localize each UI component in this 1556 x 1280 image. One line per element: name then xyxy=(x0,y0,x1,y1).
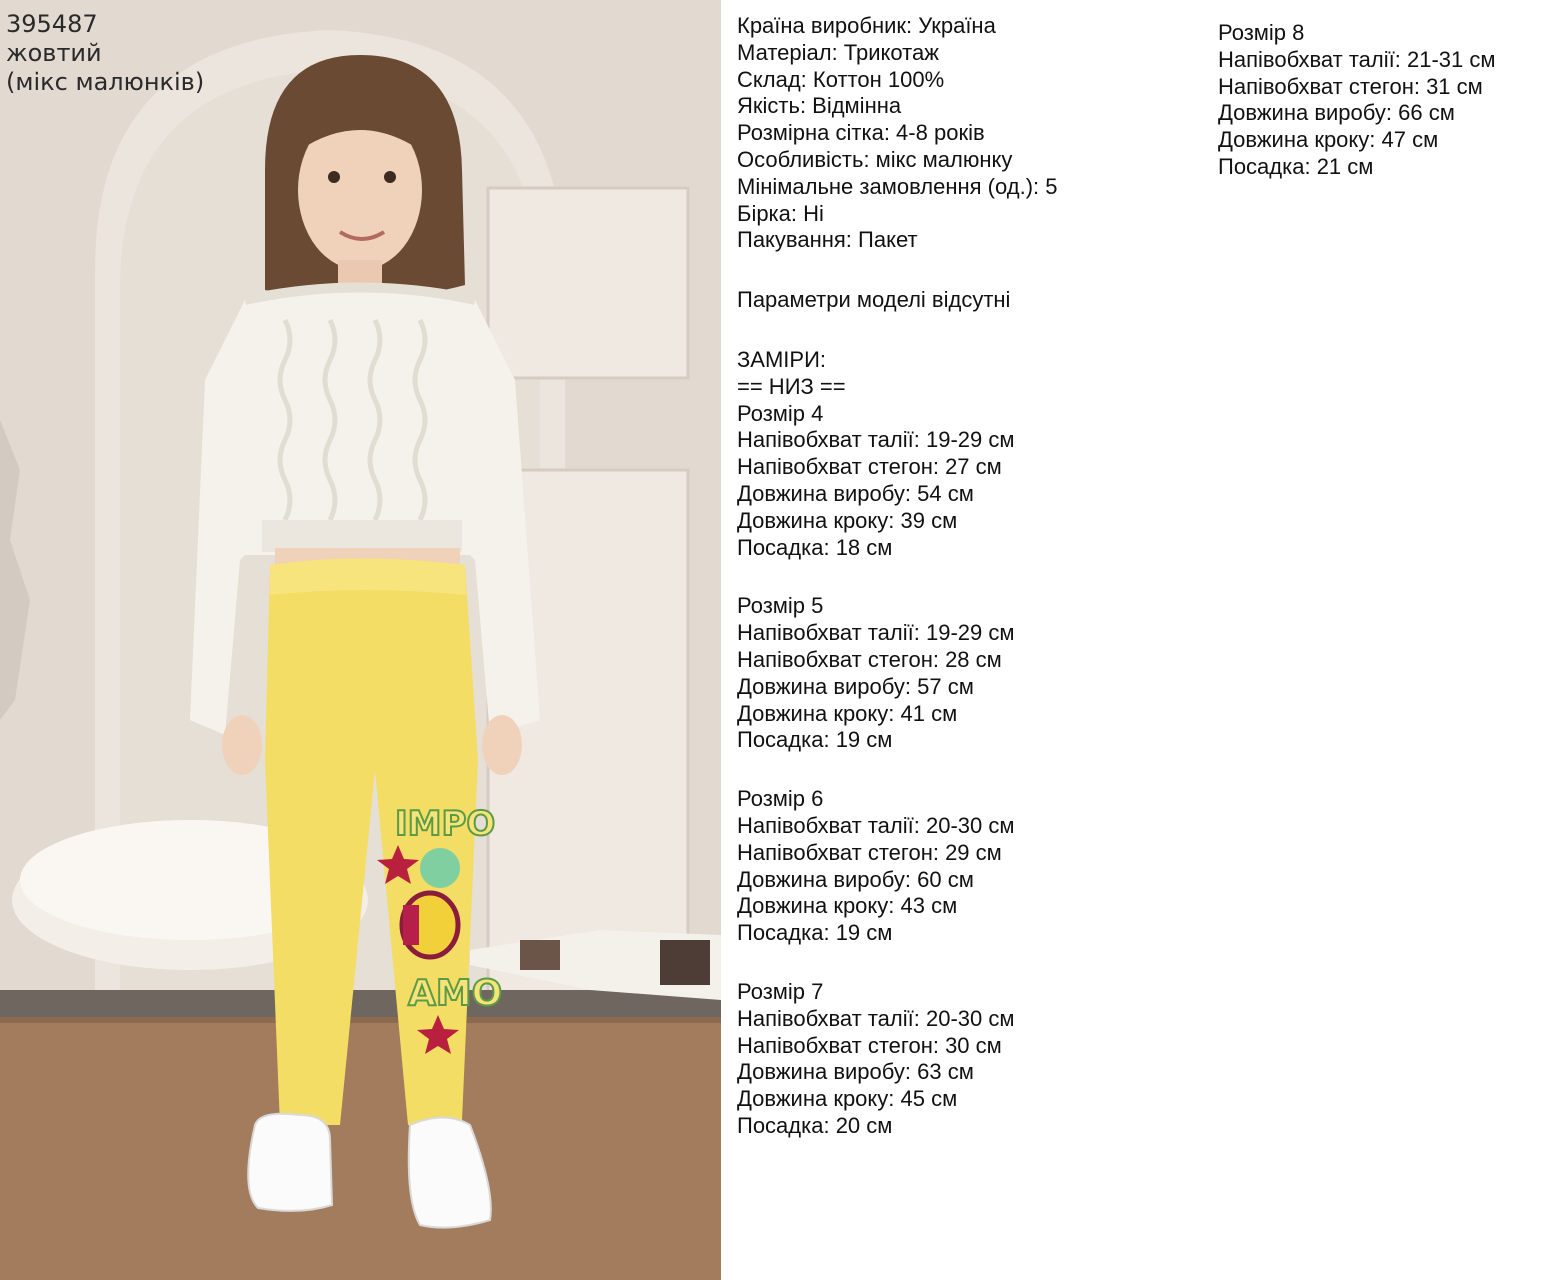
size-block-5 xyxy=(737,593,1197,754)
size-hips: Напівобхват стегон: 30 см xyxy=(737,1032,1002,1058)
size-rise: Посадка: 19 см xyxy=(737,727,893,753)
size-waist: Напівобхват талії: 19-29 см xyxy=(737,427,1015,453)
spec-feature: Особливість: мікс малюнку xyxy=(737,146,1013,172)
measurements-title: ЗАМІРИ: xyxy=(737,346,826,372)
size-waist: Напівобхват талії: 20-30 см xyxy=(737,1005,1015,1031)
size-title: Розмір 8 xyxy=(1218,20,1305,45)
size-title: Розмір 7 xyxy=(737,978,824,1004)
size-block-6 xyxy=(737,786,1197,947)
size-length: Довжина виробу: 63 см xyxy=(737,1059,974,1085)
size-inseam: Довжина кроку: 39 см xyxy=(737,507,958,533)
size-inseam: Довжина кроку: 43 см xyxy=(737,893,958,919)
color-name: жовтий xyxy=(6,39,102,67)
size-waist: Напівобхват талії: 21-31 см xyxy=(1218,46,1496,72)
size-waist: Напівобхват талії: 20-30 см xyxy=(737,812,1015,838)
size-rise: Посадка: 21 см xyxy=(1218,153,1374,179)
spec-size-range: Розмірна сітка: 4-8 років xyxy=(737,120,985,146)
size-hips: Напівобхват стегон: 29 см xyxy=(737,839,1002,865)
size-length: Довжина виробу: 57 см xyxy=(737,673,974,699)
spec-composition: Склад: Коттон 100% xyxy=(737,66,945,92)
size-length: Довжина виробу: 66 см xyxy=(1218,100,1455,126)
size-rise: Посадка: 19 см xyxy=(737,920,893,946)
size-rise: Посадка: 20 см xyxy=(737,1112,893,1138)
spec-material: Матеріал: Трикотаж xyxy=(737,39,939,65)
spec-country: Країна виробник: Україна xyxy=(737,13,996,38)
size-hips: Напівобхват стегон: 28 см xyxy=(737,646,1002,672)
spec-tag: Бірка: Ні xyxy=(737,200,824,226)
size-title: Розмір 6 xyxy=(737,786,824,812)
specs-column-left xyxy=(737,13,1197,1140)
size-rise: Посадка: 18 см xyxy=(737,534,893,560)
size-waist: Напівобхват талії: 19-29 см xyxy=(737,620,1015,646)
size-hips: Напівобхват стегон: 27 см xyxy=(737,454,1002,480)
specs-column-right xyxy=(1218,20,1548,181)
print-note: (мікс малюнків) xyxy=(6,68,205,96)
size-block-8 xyxy=(1218,20,1548,181)
print-text-top: IMPO xyxy=(395,804,496,844)
section-label: == НИЗ == xyxy=(737,373,846,399)
product-caption xyxy=(6,10,204,97)
article-number: 395487 xyxy=(6,10,98,38)
spec-packaging: Пакування: Пакет xyxy=(737,227,918,253)
spec-quality: Якість: Відмінна xyxy=(737,93,902,119)
size-inseam: Довжина кроку: 41 см xyxy=(737,700,958,726)
print-text-bottom: AMO xyxy=(408,973,503,1014)
spec-min-order: Мінімальне замовлення (од.): 5 xyxy=(737,173,1058,199)
size-title: Розмір 5 xyxy=(737,593,824,619)
photo-illustration xyxy=(0,0,721,1280)
product-photo xyxy=(0,0,721,1280)
size-block-4 xyxy=(737,401,1197,562)
size-length: Довжина виробу: 54 см xyxy=(737,480,974,506)
size-block-7 xyxy=(737,979,1197,1140)
size-inseam: Довжина кроку: 45 см xyxy=(737,1086,958,1112)
size-title: Розмір 4 xyxy=(737,400,824,426)
size-length: Довжина виробу: 60 см xyxy=(737,866,974,892)
size-inseam: Довжина кроку: 47 см xyxy=(1218,127,1439,153)
size-hips: Напівобхват стегон: 31 см xyxy=(1218,73,1483,99)
model-note: Параметри моделі відсутні xyxy=(737,287,1011,313)
